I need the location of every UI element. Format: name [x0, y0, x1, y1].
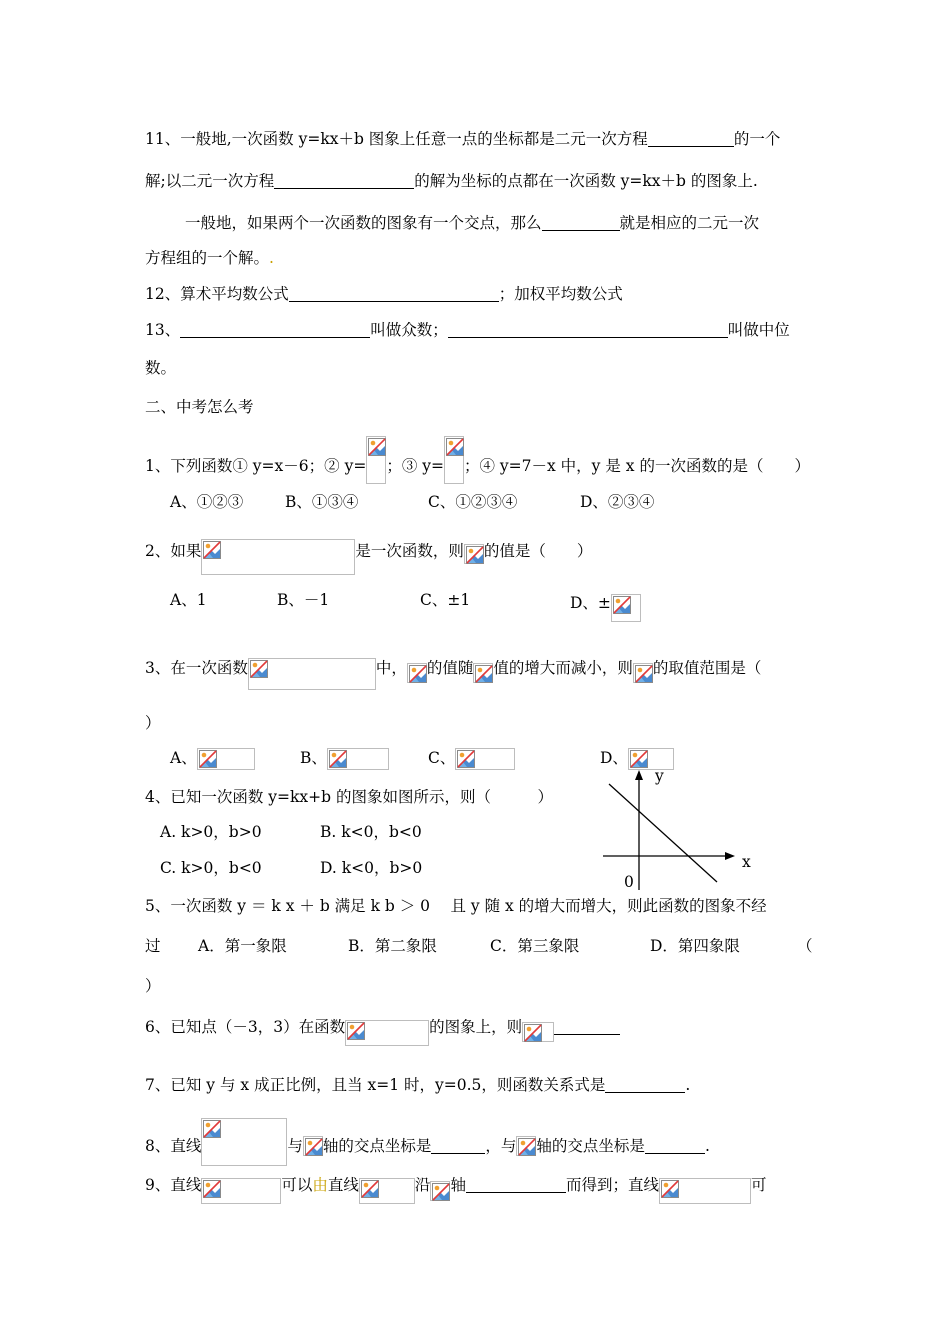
image-placeholder-icon [203, 541, 221, 559]
q3-option-c[interactable] [428, 748, 515, 770]
answer-blank[interactable] [645, 1138, 705, 1154]
q6-line [145, 1014, 620, 1040]
q12-text-end: ；加权平均数公式 [498, 285, 623, 303]
q1-option-d[interactable]: D、②③④ [580, 493, 655, 511]
q2-option-d-label: D、± [570, 594, 611, 612]
answer-blank[interactable] [431, 1138, 485, 1154]
section-heading-text: 二、中考怎么考 [145, 398, 254, 416]
q7-line [145, 1074, 690, 1095]
answer-blank[interactable] [605, 1077, 685, 1093]
q1-line [145, 442, 810, 490]
image-placeholder-icon [661, 1180, 679, 1198]
q4-stem: 4、已知一次函数 y=kx+b 的图象如图所示，则（ ） [145, 788, 554, 806]
graph-x-label: x [742, 853, 751, 871]
formula-image [659, 1178, 751, 1204]
formula-image [366, 436, 386, 484]
q11-line-2 [145, 170, 758, 191]
q4-option-b[interactable]: B. k<0，b<0 [320, 823, 422, 841]
q4-option-a[interactable]: A. k>0，b>0 [160, 823, 262, 841]
answer-blank[interactable] [554, 1019, 620, 1035]
image-placeholder-icon [250, 660, 268, 678]
q1-text-3: ；④ y=7－x 中，y 是 x 的一次函数的是（ ） [463, 457, 810, 475]
formula-image [464, 544, 484, 564]
formula-image [407, 663, 427, 683]
image-placeholder-icon [635, 665, 653, 683]
q11-text-4: 方程组的一个解。 [145, 249, 270, 267]
formula-image [611, 594, 641, 622]
q2-text-3: 的值是（ ） [483, 542, 593, 560]
image-placeholder-icon [305, 1138, 323, 1156]
q9-text-4: 沿 [414, 1176, 431, 1194]
q2-text-1: 2、如果 [145, 542, 202, 560]
image-placeholder-icon [199, 750, 217, 768]
image-placeholder-icon [446, 438, 464, 456]
q3-text-5: 的取值范围是（ [652, 659, 762, 677]
answer-blank[interactable] [648, 131, 734, 147]
yellow-mark: 由 [312, 1176, 328, 1194]
answer-blank[interactable] [448, 322, 728, 338]
answer-blank[interactable] [274, 173, 414, 189]
q8-text-3: 轴的交点坐标是 [322, 1137, 432, 1155]
q2-option-a[interactable]: A、1 [170, 591, 207, 609]
y-axis-arrow-icon [635, 770, 643, 780]
formula-image [303, 1136, 323, 1156]
q3-option-a[interactable] [170, 748, 255, 770]
image-placeholder-icon [457, 750, 475, 768]
x-axis-arrow-icon [725, 852, 735, 860]
formula-image [201, 539, 355, 575]
formula-image [522, 1022, 554, 1042]
q11-line-3 [185, 212, 759, 233]
q3-text-2: 中， [375, 659, 407, 677]
q13-line-2 [145, 357, 176, 378]
q8-text-4: ，与 [485, 1137, 517, 1155]
q2-line [145, 533, 592, 569]
q5-paren-close: ） [145, 977, 161, 995]
formula-image [201, 1178, 281, 1204]
q8-text-6: . [704, 1137, 710, 1155]
q11-text-2-end: 的解为坐标的点都在一次函数 y=kx＋b 的图象上. [414, 172, 758, 190]
q6-text-1: 6、已知点（－3，3）在函数 [145, 1018, 346, 1036]
image-placeholder-icon [329, 750, 347, 768]
q12-text: 12、算术平均数公式 [145, 285, 289, 303]
q6-text-2: 的图象上，则 [429, 1018, 523, 1036]
function-line [609, 784, 717, 882]
q1-option-c[interactable]: C、①②③④ [428, 493, 518, 511]
q4-option-d[interactable]: D. k<0，b>0 [320, 859, 423, 877]
q4-option-c[interactable]: C. k>0，b<0 [160, 859, 262, 877]
image-placeholder-icon [203, 1120, 221, 1138]
q5-paren-open: （ [797, 937, 813, 955]
formula-image [248, 658, 376, 690]
answer-blank[interactable] [289, 286, 499, 302]
answer-blank[interactable] [542, 215, 620, 231]
q3-text-1: 3、在一次函数 [145, 659, 248, 677]
q13-line [145, 319, 790, 340]
formula-image [197, 748, 255, 770]
q11-text-3: 一般地，如果两个一次函数的图象有一个交点，那么 [185, 214, 542, 232]
graph-origin-label: 0 [624, 873, 634, 891]
q3-text-6: ） [145, 714, 161, 732]
q3-option-b-label: B、 [300, 749, 327, 767]
q3-option-c-label: C、 [428, 749, 456, 767]
q11-text-2: 解;以二元一次方程 [145, 172, 275, 190]
q5-option-c[interactable]: C．第三象限 [490, 937, 580, 955]
formula-image [516, 1136, 536, 1156]
q9-line [145, 1172, 766, 1198]
image-placeholder-icon [518, 1138, 536, 1156]
yellow-mark: . [269, 249, 274, 267]
q3-text-4: 值的增大而减小，则 [493, 659, 633, 677]
q5-line [145, 895, 767, 916]
q2-option-c[interactable]: C、±1 [420, 591, 471, 609]
q11-line-1 [145, 128, 780, 149]
q4-line-graph [595, 762, 765, 892]
formula-image [473, 663, 493, 683]
q5-option-a[interactable]: A．第一象限 [198, 937, 287, 955]
q5-option-d[interactable]: D．第四象限 [650, 937, 740, 955]
q1-text-2: ；③ y= [386, 457, 444, 475]
q8-text-5: 轴的交点坐标是 [536, 1137, 645, 1155]
q2-option-b[interactable]: B、－1 [277, 591, 330, 609]
formula-image [359, 1178, 415, 1204]
answer-blank[interactable] [180, 322, 370, 338]
q3-option-d-label: D、 [600, 749, 628, 767]
image-placeholder-icon [432, 1183, 450, 1201]
formula-image [201, 1118, 287, 1166]
image-placeholder-icon [368, 438, 386, 456]
q3-option-a-label: A、 [170, 749, 197, 767]
q5-option-b[interactable]: B．第二象限 [348, 937, 437, 955]
formula-image [633, 663, 653, 683]
formula-image [327, 748, 389, 770]
q11-text-3-end: 就是相应的二元一次 [619, 214, 760, 232]
image-placeholder-icon [613, 596, 631, 614]
section-heading [145, 396, 254, 417]
image-placeholder-icon [475, 665, 493, 683]
graph-y-label: y [655, 767, 664, 785]
q8-text-1: 8、直线 [145, 1137, 202, 1155]
q5-text-1: 5、一次函数 y ＝ k x ＋ b 满足 k b ＞ 0 且 y 随 x 的增大而增大，则此函数的图象不经 [145, 897, 767, 915]
answer-blank[interactable] [466, 1177, 566, 1193]
q1-option-b[interactable]: B、①③④ [285, 493, 359, 511]
formula-image [345, 1020, 429, 1046]
q1-option-a[interactable]: A、①②③ [170, 493, 244, 511]
q3-text-3: 的值随 [426, 659, 474, 677]
q13-text: 13、 [145, 321, 181, 339]
q3-option-b[interactable] [300, 748, 389, 770]
image-placeholder-icon [466, 546, 484, 564]
q5-text-2: 过 [145, 937, 161, 955]
q7-text-2: . [685, 1076, 691, 1094]
q1-text-1: 1、下列函数① y=x－6；② y= [145, 457, 367, 475]
q7-text-1: 7、已知 y 与 x 成正比例，且当 x=1 时，y=0.5，则函数关系式是 [145, 1076, 606, 1094]
q13-text-end: 叫做中位 [727, 321, 790, 339]
q11-line-4 [145, 247, 274, 268]
q9-text-2: 可以 [281, 1176, 313, 1194]
q9-text-3: 直线 [327, 1176, 359, 1194]
image-placeholder-icon [409, 665, 427, 683]
q2-option-d[interactable] [570, 590, 641, 618]
q9-text-1: 9、直线 [145, 1176, 202, 1194]
q9-text-6: 而得到；直线 [565, 1176, 659, 1194]
q9-text-5: 轴 [450, 1176, 466, 1194]
formula-image [430, 1181, 450, 1201]
q8-line [145, 1122, 710, 1170]
q13-text-mid: 叫做众数； [370, 321, 448, 339]
image-placeholder-icon [524, 1024, 542, 1042]
q3-line [145, 652, 761, 684]
formula-image [444, 436, 464, 484]
q8-text-2: 与 [287, 1137, 303, 1155]
formula-image [455, 748, 515, 770]
q4-line [145, 786, 553, 807]
q3-line-2 [145, 712, 161, 733]
q13-text-2: 数。 [145, 359, 177, 377]
image-placeholder-icon [347, 1022, 365, 1040]
image-placeholder-icon [361, 1180, 379, 1198]
image-placeholder-icon [203, 1180, 221, 1198]
q11-text-1: 11、一般地,一次函数 y=kx＋b 图象上任意一点的坐标都是二元一次方程 [145, 130, 648, 148]
q9-text-7: 可 [750, 1176, 767, 1194]
q11-text-1-end: 的一个 [733, 130, 781, 148]
q12-line [145, 283, 623, 304]
q2-text-2: 是一次函数，则 [355, 542, 464, 560]
